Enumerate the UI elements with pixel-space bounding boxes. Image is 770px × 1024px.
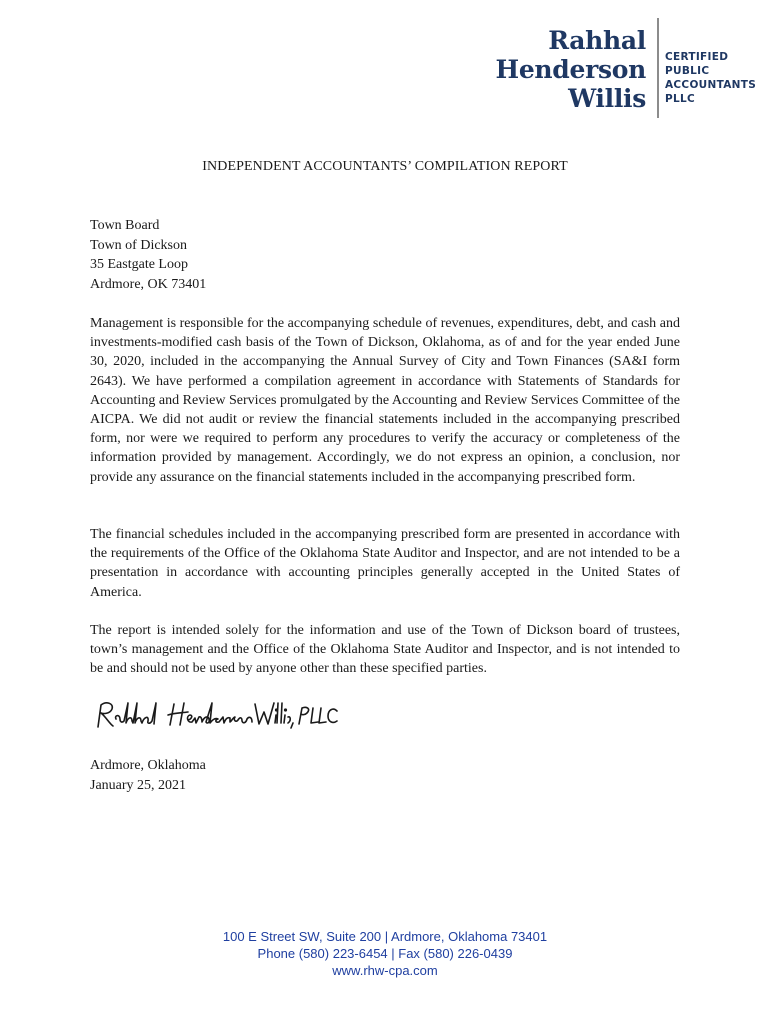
addressee-line-2: Town of Dickson	[90, 237, 188, 253]
addressee-block	[90, 216, 206, 294]
addressee-line-3: 35 Eastgate Loop	[90, 257, 188, 272]
firm-logo-name	[496, 26, 647, 113]
report-location: Ardmore, Oklahoma	[90, 758, 206, 773]
credential-line-1: CERTIFIED	[665, 51, 729, 63]
firm-name-line-2: Henderson	[495, 55, 646, 84]
credential-line-4: PLLC	[665, 93, 695, 105]
footer-website-link[interactable]: www.rhw-cpa.com	[332, 963, 438, 978]
addressee-line-1: Town Board	[90, 218, 160, 233]
signature-location-date	[90, 756, 206, 795]
body-paragraph-restricted-use: The report is intended solely for the information and use of the Town of Dickson board of trustees, town’s management and the Office of the Oklahoma State Auditor and Inspector, and is not intended to be and should not be used by anyone other than these specified parties.	[90, 623, 680, 677]
firm-name-line-3: Willis	[568, 84, 646, 113]
body-paragraph-responsibility: Management is responsible for the accompanying schedule of revenues, expenditures, debt, and cash and investments-modified cash basis of the Town of Dickson, Oklahoma, as of and for the year ended June 30, 2020, included in the accompanying the Annual Survey of City and Town Finances (SA&I form 2643). We have performed a compilation agreement in accordance with Statements of Standards for Accounting and Review Services promulgated by the Accounting and Review Services Committee of the AICPA. We did not audit or review the financial statements included in the accompanying prescribed form, nor were we required to perform any procedures to verify the accuracy or completeness of the information provided by management. Accordingly, we do not express an opinion, a conclusion, nor provide any assurance on the financial statements included in the accompanying prescribed form.	[90, 316, 680, 485]
footer-phone-fax: Phone (580) 223-6454 | Fax (580) 226-0439	[257, 946, 513, 961]
logo-divider	[657, 18, 659, 118]
body-paragraph-presentation: The financial schedules included in the accompanying prescribed form are presented in accordance with the requirements of the Office of the Oklahoma State Auditor and Inspector, and are not intended to be a presentation in accordance with accounting principles generally accepted in the United States of America.	[90, 527, 680, 600]
credential-line-2: PUBLIC	[665, 65, 710, 77]
firm-signature	[92, 695, 342, 735]
firm-credential	[665, 50, 756, 106]
report-date: January 25, 2021	[90, 777, 187, 793]
letterhead-footer	[0, 928, 770, 979]
footer-address: 100 E Street SW, Suite 200 | Ardmore, Oklahoma 73401	[222, 929, 548, 944]
handwritten-signature-image	[92, 695, 342, 735]
credential-line-3: ACCOUNTANTS	[665, 79, 757, 91]
firm-name-line-1: Rahhal	[548, 26, 646, 55]
report-title: INDEPENDENT ACCOUNTANTS’ COMPILATION REPORT	[202, 159, 568, 174]
addressee-line-4: Ardmore, OK 73401	[90, 276, 207, 292]
letterhead	[495, 16, 760, 120]
